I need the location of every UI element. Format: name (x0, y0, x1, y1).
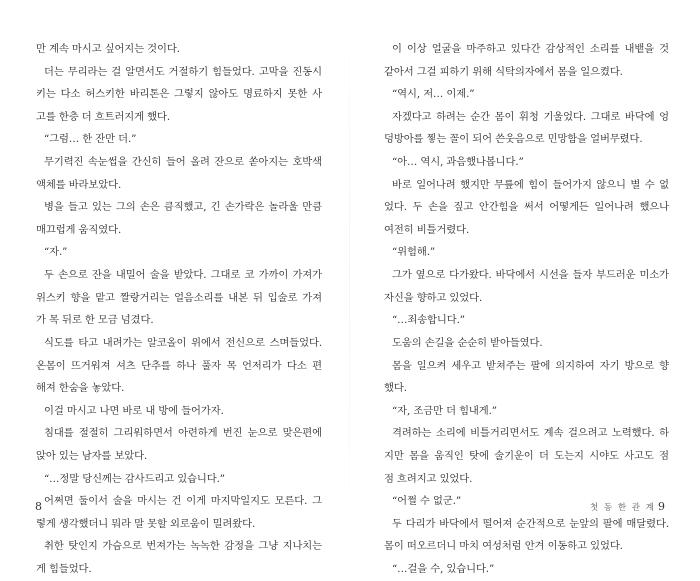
text-line: 도움의 손길을 순순히 받아들였다. (392, 336, 543, 349)
text-line: 점 흐려지고 있었다. (384, 472, 473, 485)
text-line: 온몸이 뜨거워져 셔츠 단추를 하나 풀자 목 언저리가 다소 편 (36, 359, 322, 372)
page-gutter (349, 0, 350, 543)
dialogue-line: “…죄송합니다.” (392, 314, 465, 327)
text-line: 했다. (384, 382, 407, 395)
text-line: 게 힘들었다. (36, 563, 92, 576)
page-number-left: 8 (35, 500, 42, 513)
right-page (384, 38, 669, 581)
text-line: 렇게 생각했더니 뭐라 말 못할 외로움이 밀려왔다. (36, 517, 256, 530)
text-line: 더는 무리라는 걸 알면서도 거절하기 힘들었다. 고막을 진동시 (44, 65, 322, 78)
text-line: 몸이 떠오르더니 마치 여성처럼 안겨 이동하고 있었다. (384, 540, 623, 553)
text-line: 여전히 비틀거렸다. (384, 223, 470, 236)
dialogue-line: “…걸을 수, 있습니다.” (392, 563, 495, 576)
text-line: 어쩌면 둘이서 술을 마시는 건 이게 마지막일지도 모른다. 그 (44, 495, 322, 508)
text-line: 병을 들고 있는 그의 손은 큼직했고, 긴 손가락은 놀라울 만큼 (44, 201, 322, 214)
text-line: 바로 일어나려 했지만 무릎에 힘이 들어가지 않으니 별 수 없 (392, 178, 669, 191)
text-line: 액체를 바라보았다. (36, 178, 122, 191)
dialogue-line: “자, 조금만 더 힘내게.” (392, 404, 497, 417)
text-line: 이걸 마시고 나면 바로 내 방에 들어가자. (44, 404, 224, 417)
dialogue-line: “역시, 저… 이제.” (392, 88, 475, 101)
dialogue-line: “자.” (44, 246, 68, 259)
text-line: 키는 다소 허스키한 바리톤은 그렇지 않아도 명료하지 못한 사 (36, 88, 322, 101)
text-line: 두 다리가 바닥에서 떨어져 순간적으로 눈앞의 팔에 매달렸다. (392, 517, 669, 530)
text-line: 식도를 타고 내려가는 알코올이 위에서 전신으로 스며들었다. (44, 336, 322, 349)
text-line: 두 손으로 잔을 내밀어 술을 받았다. 그대로 코 가까이 가져가 (44, 269, 322, 282)
text-line: 덩방아를 찧는 꼴이 되어 쓴웃음으로 민망함을 얼버무렸다. (384, 133, 643, 146)
text-line: 가 목 뒤로 한 모금 넘겼다. (36, 314, 154, 327)
text-line: 고를 한층 더 흐트러지게 했다. (36, 110, 171, 123)
text-line: 앉아 있는 남자를 보았다. (36, 449, 148, 462)
text-line: 지만 몸을 움직인 탓에 술기운이 더 도는지 시야도 사고도 점 (384, 449, 669, 462)
text-line: 해져 한숨을 놓았다. (36, 382, 125, 395)
text-line: 침대를 절절히 그리워하면서 아련하게 번진 눈으로 맞은편에 (44, 427, 322, 440)
left-page (36, 38, 322, 581)
page-number-right: 9 (658, 500, 665, 513)
text-line: 취한 탓인지 가슴으로 번져가는 녹녹한 감정을 그냥 지나치는 (44, 540, 322, 553)
dialogue-line: “아… 역시, 과음했나봅니다.” (392, 156, 524, 169)
text-line: 이 이상 얼굴을 마주하고 있다간 감상적인 소리를 내뱉을 것 (392, 43, 669, 55)
text-line: 몸을 일으켜 세우고 받쳐주는 팔에 의지하여 자기 방으로 향 (392, 359, 669, 372)
dialogue-line: “그럼… 한 잔만 더.” (44, 133, 137, 146)
dialogue-line: “어쩔 수 없군.” (392, 495, 462, 508)
text-line: 매끄럽게 움직였다. (36, 223, 122, 236)
text-line: 만 계속 마시고 싶어지는 것이다. (36, 43, 180, 55)
text-line: 자신을 향하고 있었다. (384, 291, 483, 304)
text-line: 격려하는 소리에 비틀거리면서도 계속 걸으려고 노력했다. 하 (392, 427, 669, 440)
text-line: 자겠다고 하려는 순간 몸이 휘청 기울었다. 그대로 바닥에 엉 (392, 110, 669, 123)
text-line: 무기력진 속눈썹을 간신히 들어 올려 잔으로 쏟아지는 호박색 (44, 156, 322, 169)
text-line: 그가 옆으로 다가왔다. 바닥에서 시선을 들자 부드러운 미소가 (392, 269, 669, 282)
running-head: 첫 동 한 관 계 (590, 503, 656, 513)
text-line: 었다. 두 손을 짚고 안간힘을 써서 어떻게든 일어나려 했으나 (384, 201, 669, 214)
text-line: 위스키 향을 맡고 짤랑거리는 얼음소리를 내본 뒤 입술로 가져 (36, 291, 322, 304)
dialogue-line: “위험해.” (392, 246, 436, 259)
text-line: 같아서 그걸 피하기 위해 식탁의자에서 몸을 일으켰다. (384, 65, 623, 78)
dialogue-line: “…정말 당신께는 감사드리고 있습니다.” (44, 472, 225, 485)
